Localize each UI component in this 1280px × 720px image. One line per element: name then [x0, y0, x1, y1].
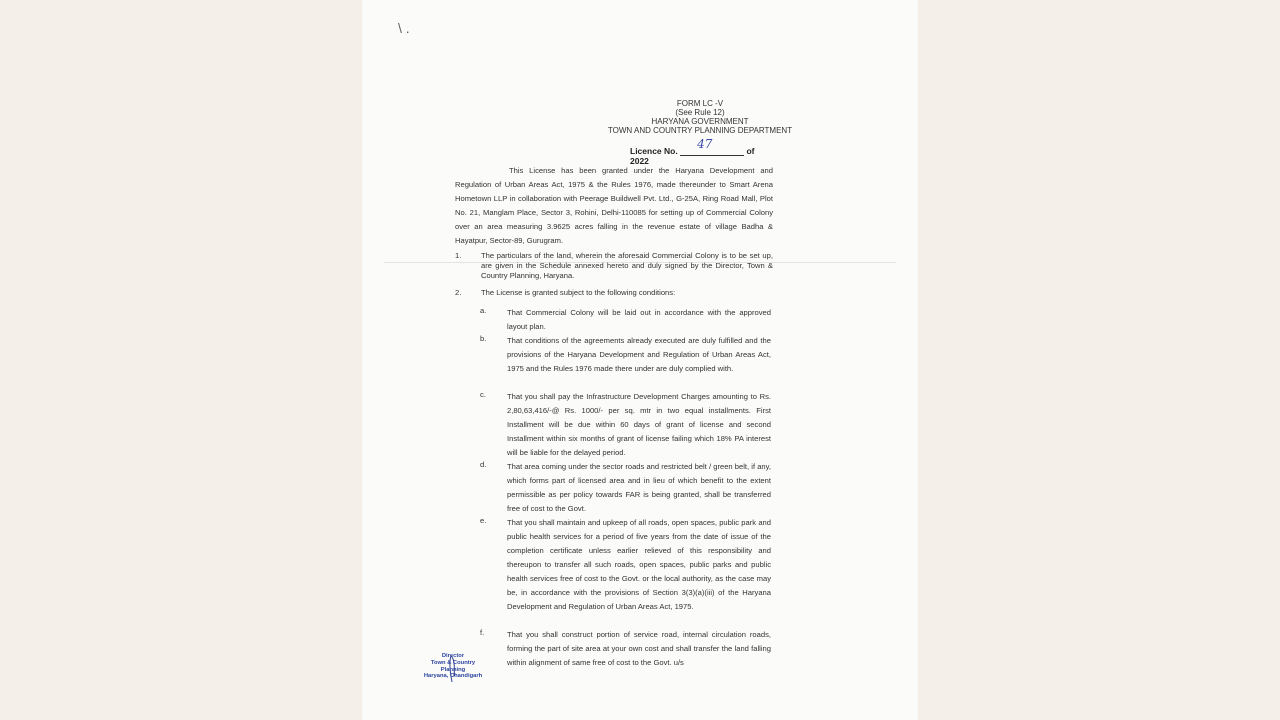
licence-number-line — [630, 137, 772, 166]
form-title: FORM LC -V — [676, 99, 724, 108]
director-stamp — [418, 653, 488, 680]
licence-year: of 2022 — [630, 146, 755, 166]
stamp-department: Town & Country Planning — [430, 659, 476, 673]
clause-text: The License is granted subject to the following conditions: — [481, 288, 676, 297]
department-name: TOWN AND COUNTRY PLANNING DEPARTMENT — [607, 126, 793, 135]
licence-number-blank — [680, 137, 744, 156]
clause-number: 1. — [455, 251, 462, 260]
condition-label: d. — [480, 460, 487, 469]
condition-label: e. — [480, 516, 487, 525]
condition-label: a. — [480, 306, 487, 315]
licence-number-handwritten: 47 — [697, 137, 713, 151]
stamp-title: Director — [441, 653, 465, 659]
rule-reference: (See Rule 12) — [675, 108, 725, 117]
intro-paragraph: This License has been granted under the Haryana Development and Regulation of Urban Areas Act, 1975 & the Rules 1976, made thereunder to Smart Arena Hometown LLP in collaboration with Peerage Buildwell Pvt. Ltd., G-25A, Ring Road Mall, Plot No. 21, Manglam Place, Sector 3, Rohini, Delhi-110085 for setting up of Commercial Colony over an area measuring 3.9625 acres falling in the revenue estate of village Badha & Hayatpur, Sector-89, Gurugram. — [455, 166, 773, 246]
scan-mark: \ . — [398, 20, 410, 36]
clause-number: 2. — [455, 288, 462, 297]
condition-text: That you shall construct portion of service road, internal circulation roads, forming the part of site area at your own cost and shall transfer the land falling within alignment of same free of cost to the Govt. u/s — [507, 630, 771, 667]
condition-text: That area coming under the sector roads and restricted belt / green belt, if any, which forms part of licensed area and in lieu of which benefit to the extent permissible as per policy towards FAR is being granted, shall be transferred free of cost to the Govt. — [507, 462, 771, 513]
condition-label: f. — [480, 628, 485, 637]
government-name: HARYANA GOVERNMENT — [651, 117, 749, 126]
condition-label: b. — [480, 334, 487, 343]
document-header — [532, 99, 868, 135]
licence-label: Licence No. — [630, 146, 678, 156]
document-page — [362, 0, 918, 720]
condition-text: That conditions of the agreements already executed are duly fulfilled and the provisions of the Haryana Development and Regulation of Urban Areas Act, 1975 and the Rules 1976 made there under are duly complied with. — [507, 336, 771, 373]
condition-label: c. — [480, 390, 486, 399]
clause-text: The particulars of the land, wherein the aforesaid Commercial Colony is to be set up, are given in the Schedule annexed hereto and duly signed by the Director, Town & Country Planning, Haryana. — [481, 251, 773, 280]
condition-text: That you shall maintain and upkeep of all roads, open spaces, public park and public health services for a period of five years from the date of issue of the completion certificate unless earlier relieved of this responsibility and thereupon to transfer all such roads, open spaces, public parks and public health services free of cost to the Govt. or the local authority, as the case may be, in accordance with the provisions of Section 3(3)(a)(iii) of the Haryana Development and Regulation of Urban Areas Act, 1975. — [507, 518, 771, 611]
condition-text: That you shall pay the Infrastructure Development Charges amounting to Rs. 2,80,63,416/-@ Rs. 1000/- per sq. mtr in two equal installments. First Installment will be due within 60 days of grant of license and second Installment within six months of grant of license failing which 18% PA interest will be liable for the delayed period. — [507, 392, 771, 457]
condition-text: That Commercial Colony will be laid out in accordance with the approved layout plan. — [507, 308, 771, 331]
stamp-location: Haryana, Chandigarh — [423, 673, 483, 680]
